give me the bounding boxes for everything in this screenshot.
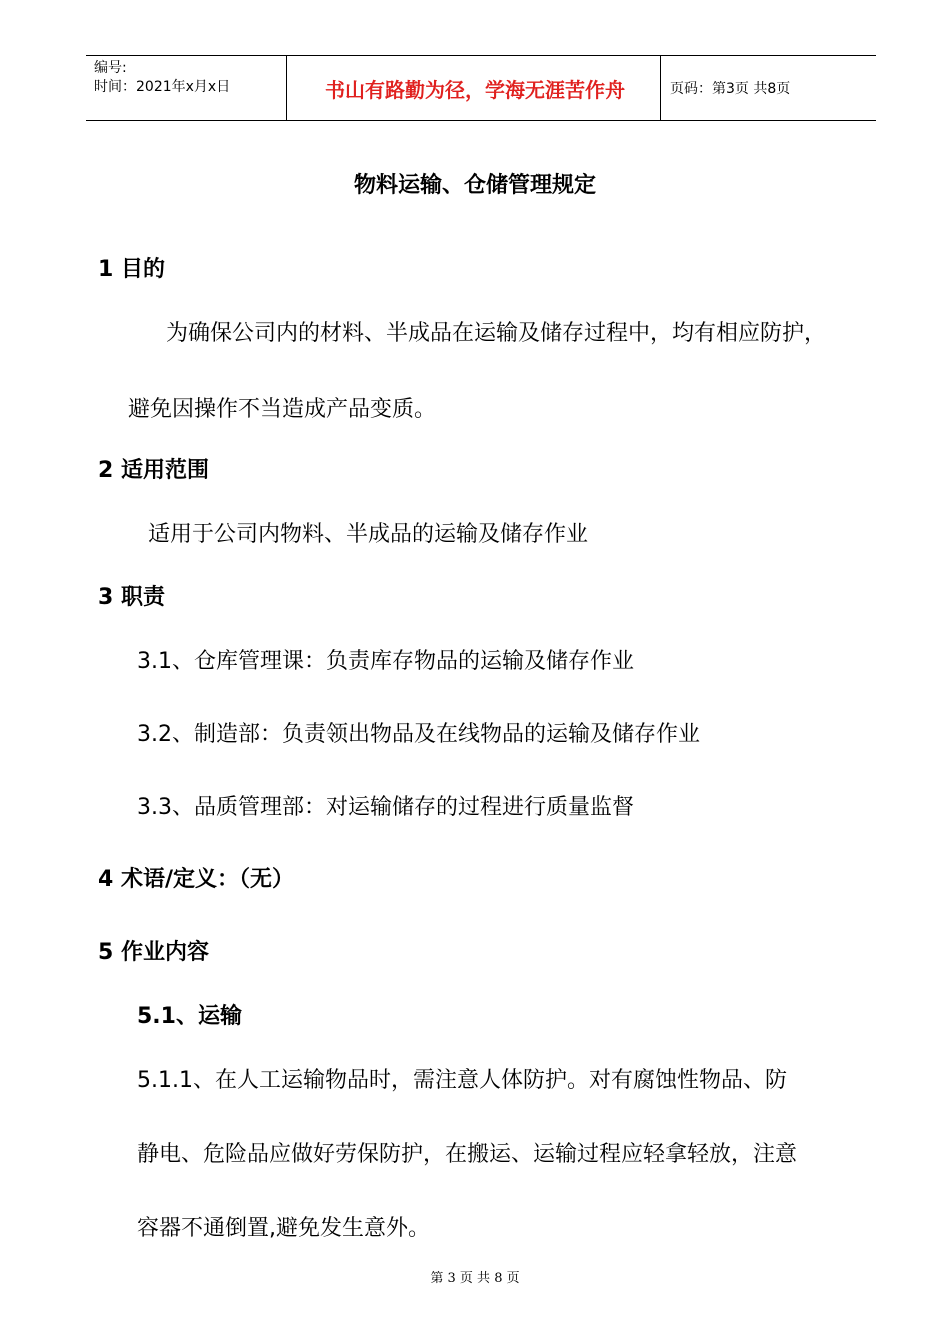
header-divider-left xyxy=(286,56,287,120)
header-meta xyxy=(94,59,230,97)
page-header xyxy=(86,55,876,121)
section-1-body-line-1: 为确保公司内的材料、半成品在运输及储存过程中，均有相应防护， xyxy=(166,321,827,346)
section-1-body-line-2: 避免因操作不当造成产品变质。 xyxy=(128,397,437,422)
section-4-heading: 4 术语/定义：（无） xyxy=(98,867,295,892)
section-3-item-3: 3.3、品质管理部：对运输储存的过程进行质量监督 xyxy=(137,795,634,820)
section-3-item-1: 3.1、仓库管理课：负责库存物品的运输及储存作业 xyxy=(137,649,634,674)
page-footer: 第 3 页 共 8 页 xyxy=(430,1271,520,1286)
section-5-1-1-line-3: 容器不通倒置,避免发生意外。 xyxy=(137,1216,430,1241)
section-1-heading: 1 目的 xyxy=(98,257,165,282)
section-2-heading: 2 适用范围 xyxy=(98,458,209,483)
section-5-1-heading: 5.1、运输 xyxy=(137,1004,242,1029)
section-5-heading: 5 作业内容 xyxy=(98,940,209,965)
header-motto: 书山有路勤为径，学海无涯苦作舟 xyxy=(325,77,625,102)
section-5-1-1-line-2: 静电、危险品应做好劳保防护，在搬运、运输过程应轻拿轻放，注意 xyxy=(137,1142,798,1167)
section-3-heading: 3 职责 xyxy=(98,585,165,610)
header-divider-right xyxy=(660,56,661,120)
section-3-item-2: 3.2、制造部：负责领出物品及在线物品的运输及储存作业 xyxy=(137,722,700,747)
section-2-body: 适用于公司内物料、半成品的运输及储存作业 xyxy=(148,522,589,547)
section-5-1-1-line-1: 5.1.1、在人工运输物品时，需注意人体防护。对有腐蚀性物品、防 xyxy=(137,1068,787,1093)
header-page-info: 页码：第3页 共8页 xyxy=(670,81,791,97)
document-time-label: 时间：2021年x月x日 xyxy=(94,79,231,95)
document-title: 物料运输、仓储管理规定 xyxy=(353,173,596,198)
document-number-label: 编号: xyxy=(94,60,127,76)
